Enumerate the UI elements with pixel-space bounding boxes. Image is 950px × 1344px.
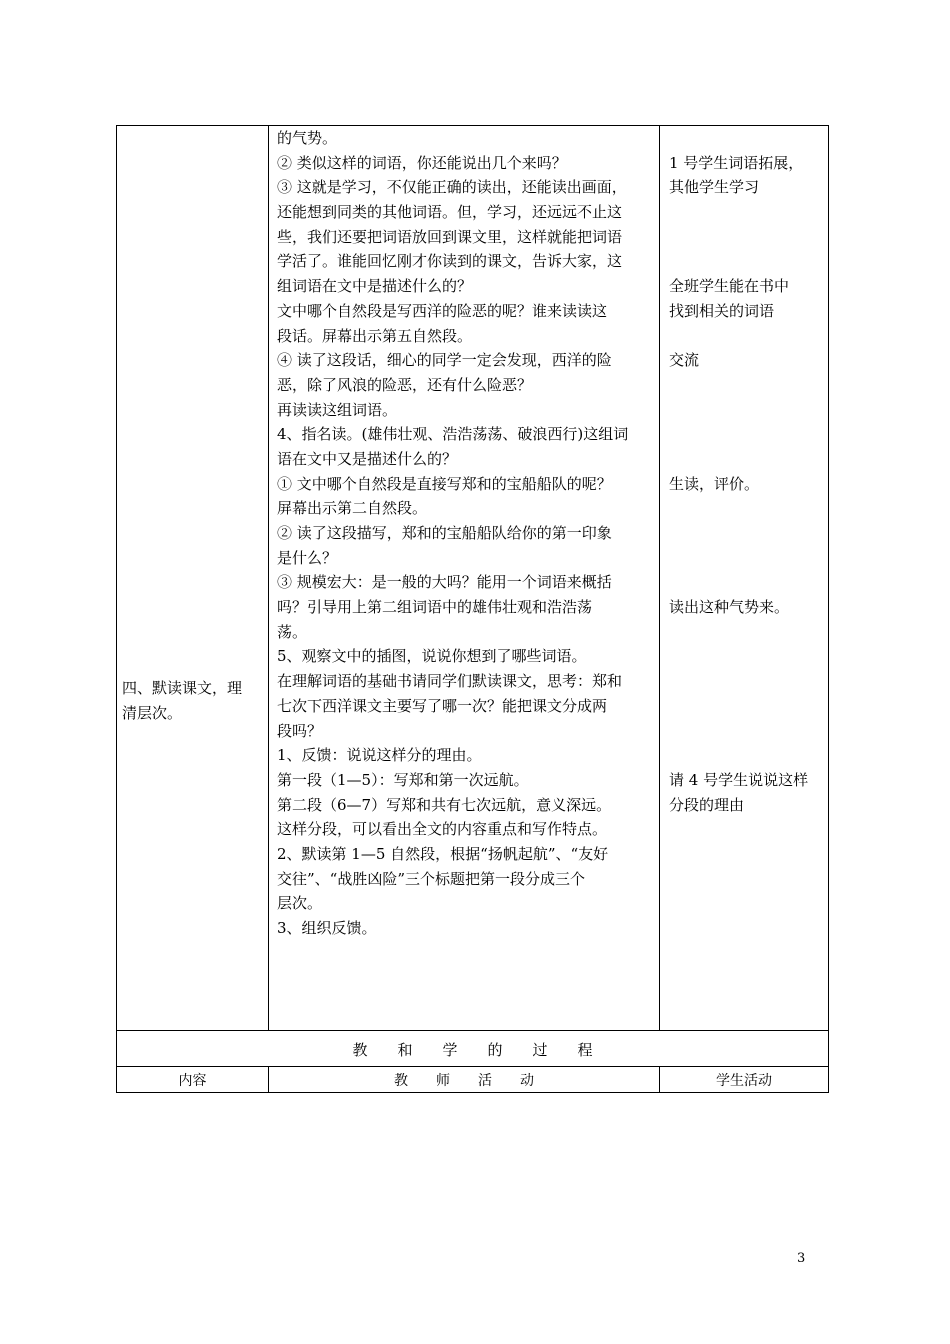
teacher-activity-cell [277, 126, 655, 941]
teacher-line: ② 类似这样的词语，你还能说出几个来吗？ [277, 153, 567, 172]
student-line: 找到相关的词语 [669, 301, 775, 320]
teacher-line: 还能想到同类的其他词语。但，学习，还远远不止这 [277, 203, 623, 222]
column-divider-2 [659, 125, 660, 1031]
teacher-line: 荡。 [277, 622, 308, 641]
teacher-line: 第一段（1—5）：写郑和第一次远航。 [277, 770, 529, 789]
teacher-line: ④ 读了这段话，细心的同学一定会发现，西洋的险 [277, 351, 612, 370]
header-teacher: 教 师 活 动 [394, 1073, 534, 1089]
student-line: 读出这种气势来。 [669, 598, 790, 617]
student-activity-cell [669, 126, 824, 817]
section-title: 教 和 学 的 过 程 [352, 1040, 593, 1059]
teacher-line: ③ 规模宏大：是一般的大吗？能用一个词语来概括 [277, 573, 612, 592]
content-cell [122, 676, 262, 725]
teacher-line: 第二段（6—7）写郑和共有七次远航，意义深远。 [277, 795, 612, 814]
teacher-line: 七次下西洋课文主要写了哪一次？能把课文分成两 [277, 696, 608, 715]
teacher-line: 些，我们还要把词语放回到课文里，这样就能把词语 [277, 227, 623, 246]
teacher-line: 段吗？ [277, 721, 323, 740]
teacher-line: 交往”、“战胜凶险”三个标题把第一段分成三个 [277, 869, 586, 888]
content-line: 四、默读课文，理 [122, 679, 243, 697]
teacher-line: 恶，除了风浪的险恶，还有什么险恶？ [277, 375, 533, 394]
header-student: 学生活动 [716, 1073, 772, 1089]
teacher-line: 段话。屏幕出示第五自然段。 [277, 326, 473, 345]
teacher-line: 1、反馈：说说这样分的理由。 [277, 746, 482, 765]
page-number: 3 [797, 1251, 806, 1266]
student-line: 分段的理由 [669, 795, 745, 814]
row-divider-2 [116, 1066, 829, 1067]
teacher-line: 5、观察文中的插图，说说你想到了哪些词语。 [277, 647, 587, 666]
teacher-line: 吗？引导用上第二组词语中的雄伟壮观和浩浩荡 [277, 598, 593, 617]
student-line: 其他学生学习 [669, 178, 760, 197]
teacher-line: 这样分段，可以看出全文的内容重点和写作特点。 [277, 820, 608, 839]
teacher-line: 4、指名读。(雄伟壮观、浩浩荡荡、破浪西行)这组词 [277, 425, 629, 444]
teacher-line: 再读读这组词语。 [277, 400, 398, 419]
student-line: 请 4 号学生说说这样 [669, 770, 809, 789]
teacher-line: 在理解词语的基础书请同学们默读课文，思考：郑和 [277, 672, 623, 691]
teacher-line: ② 读了这段描写，郑和的宝船船队给你的第一印象 [277, 524, 612, 542]
student-line: 生读，评价。 [669, 474, 760, 493]
content-line: 清层次。 [122, 703, 183, 722]
teacher-line: 是什么？ [277, 548, 338, 567]
student-line: 交流 [669, 351, 700, 370]
teacher-line: ③ 这就是学习，不仅能正确的读出，还能读出画面， [277, 178, 627, 197]
teacher-line: 2、默读第 1—5 自然段，根据“扬帆起航”、“友好 [277, 844, 609, 863]
teacher-line: 组词语在文中是描述什么的？ [277, 277, 473, 296]
header-content: 内容 [178, 1073, 207, 1089]
teacher-line: 的气势。 [277, 129, 338, 147]
teacher-line: 层次。 [277, 894, 323, 913]
row-divider-1 [116, 1030, 829, 1031]
teacher-line: 语在文中又是描述什么的？ [277, 449, 458, 468]
teacher-line: 屏幕出示第二自然段。 [277, 499, 428, 518]
column-divider-1 [268, 125, 269, 1031]
student-line: 1 号学生词语拓展， [669, 153, 804, 172]
teacher-line: 3、组织反馈。 [277, 919, 377, 937]
teacher-line: 文中哪个自然段是写西洋的险恶的呢？谁来读读这 [277, 301, 608, 320]
teacher-line: 学活了。谁能回忆刚才你读到的课文，告诉大家，这 [277, 252, 623, 271]
teacher-line: ① 文中哪个自然段是直接写郑和的宝船船队的呢？ [277, 474, 612, 493]
student-line: 全班学生能在书中 [669, 277, 790, 296]
